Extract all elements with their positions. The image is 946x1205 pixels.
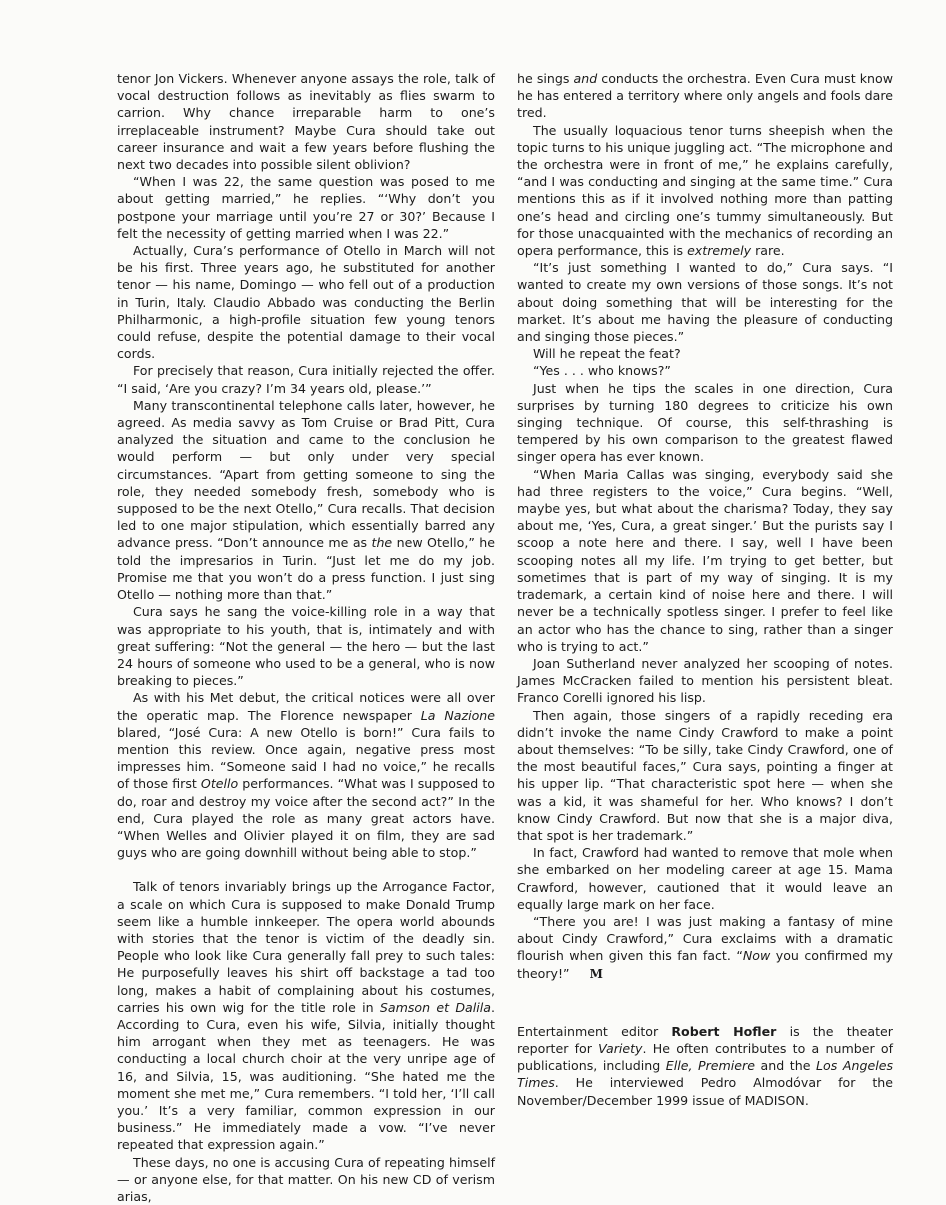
- section-break: [117, 861, 495, 878]
- text-run: Just when he tips the scales in one direction, Cura surprises by turning 180 degrees to criticize his own singing technique. Of course, this self-thrashing is tempered by his own comparison to the greatest flawed singer opera has ever known.: [517, 380, 893, 465]
- text-run: . He interviewed Pedro Almodóvar for the November/December 1999 issue of MADISON.: [517, 1075, 893, 1108]
- article-column-left: [117, 70, 495, 1205]
- text-run: “When I was 22, the same question was posed to me about getting married,” he replies. “‘Why don’t you postpone your marriage until you’re 27 or 30?’ Because I felt the necessity of getting married when I was 22.”: [117, 174, 495, 241]
- text-run: Cura says he sang the voice-killing role in a way that was appropriate to his youth, that is, intimately and with great suffering: “Not the general — the hero — but the last 24 hours of someone who used to be a general, who is now breaking to pieces.”: [117, 604, 495, 689]
- text-run: “When Maria Callas was singing, everybody said she had three registers to the voice,” Cura begins. “Well, maybe yes, but what about the charisma? Today, they say about me, ‘Yes, Cura, a great singer.’ But the purists say I scoop a note here and there. I say, well I have been scooping notes all my life. I’m trying to get better, but sometimes that is part of my way of singing. It is my trademark, a certain kind of noise here and there. I will never be a technically spotless singer. I prefer to feel like an actor who has the chance to sing, rather than a singer who is trying to act.”: [517, 466, 893, 654]
- text-run: Then again, those singers of a rapidly receding era didn’t invoke the name Cindy Crawford to make a point about themselves: “To be silly, take Cindy Crawford, one of the most beautiful faces,” Cura says, pointing a finger at his upper lip. “That characteristic spot here — when she was a kid, it was shameful for her. Who knows? I don’t know Cindy Crawford. But now that she is a major diva, that spot is her trademark.”: [517, 707, 893, 843]
- article-paragraph: [517, 122, 893, 260]
- article-paragraph: [517, 466, 893, 655]
- text-run: you confirmed my theory!”: [517, 948, 893, 981]
- article-paragraph-final: [517, 913, 893, 983]
- italic-text: Samson et Dalila: [379, 999, 491, 1015]
- text-run: and the: [755, 1058, 817, 1074]
- text-run: . According to Cura, even his wife, Silvia, initially thought him arrogant when they met as teenagers. He was conducting a local church choir at the very unripe age of 16, and Silvia, 15, was auditioning. “She hated me the moment she met me,” Cura remembers. “I told her, ‘I’ll call you.’ It’s a very familiar, common expression in our business.” He immediately made a vow. “I’ve never repeated that expression again.”: [117, 999, 495, 1153]
- text-run: Actually, Cura’s performance of Otello in March will not be his first. Three years ago, he substituted for another tenor — his name, Domingo — who fell out of a production in Turin, Italy. Claudio Abbado was conducting the Berlin Philharmonic, a high-profile situation few young tenors could refuse, despite the potential damage to their vocal cords.: [117, 243, 495, 362]
- end-of-article-mark: M: [589, 966, 601, 981]
- text-run: Entertainment editor: [517, 1023, 672, 1039]
- italic-text: La Nazione: [420, 707, 495, 723]
- bio-separator: [517, 983, 893, 1023]
- text-run: Many transcontinental telephone calls later, however, he agreed. As media savvy as Tom Cruise or Brad Pitt, Cura analyzed the situation and came to the conclusion he would perform — but only under very special circumstances. “Apart from getting someone to sing the role, they needed somebody fresh, somebody who is supposed to be the next Otello,” Cura recalls. That decision led to one major stipulation, which essentially barred any advance press. “Don’t announce me as: [117, 397, 495, 551]
- article-paragraph: [117, 689, 495, 861]
- italic-text: Los Angeles Times: [517, 1058, 894, 1091]
- article-paragraph: [117, 397, 495, 603]
- article-paragraph: [517, 362, 893, 379]
- article-paragraph: [117, 603, 495, 689]
- article-paragraph: [117, 70, 495, 173]
- text-run: These days, no one is accusing Cura of repeating himself — or anyone else, for that matter. On his new CD of verism arias,: [117, 1154, 495, 1204]
- bold-text: Robert Hofler: [671, 1023, 777, 1039]
- text-run: “It’s just something I wanted to do,” Cura says. “I wanted to create my own versions of those songs. It’s not about doing something that will be interesting for the market. It’s about me having the pleasure of conducting and singing those pieces.”: [517, 260, 893, 345]
- article-paragraph: [117, 878, 495, 1153]
- article-paragraph: [117, 242, 495, 362]
- italic-text: Now: [742, 948, 771, 964]
- italic-text: Otello: [200, 776, 239, 792]
- text-run: For precisely that reason, Cura initially rejected the offer. “I said, ‘Are you crazy? I’m 34 years old, please.’”: [117, 363, 495, 396]
- text-run: . He often contributes to a number of publications, including: [517, 1040, 893, 1074]
- text-run: performances. “What was I supposed to do, roar and destroy my voice after the second act?” In the end, Cura played the role as many great actors have. “When Welles and Olivier played it on film, they are sad guys who are going downhill without being able to stop.”: [117, 776, 495, 861]
- text-run: As with his Met debut, the critical notices were all over the operatic map. The Florence newspaper: [117, 690, 495, 723]
- article-paragraph: [117, 362, 495, 396]
- italic-text: Variety: [598, 1040, 643, 1056]
- article-column-right: [517, 70, 893, 1109]
- text-run: “Yes . . . who knows?”: [533, 363, 671, 379]
- author-bio: [517, 1023, 893, 1109]
- text-run: The usually loquacious tenor turns sheepish when the topic turns to his unique juggling act. “The microphone and the orchestra were in front of me,” he explains carefully, “and I was conducting and singing at the same time.” Cura mentions this as if it involved nothing more than patting one’s head and circling one’s tummy simultaneously. But for those unacquainted with the mechanics of recording an opera performance, this is: [517, 122, 893, 259]
- article-paragraph: [117, 1154, 495, 1205]
- text-run: conducts the orchestra. Even Cura must know he has entered a territory where only angels and fools dare tred.: [517, 71, 893, 121]
- text-run: “There you are! I was just making a fantasy of mine about Cindy Crawford,” Cura exclaims with a dramatic flourish when given this fan fact. “: [517, 913, 893, 964]
- text-run: new Otello,” he told the impresarios in Turin. “Just let me do my job. Promise me that you won’t do a press function. I just sing Otello — nothing more than that.”: [117, 535, 495, 603]
- article-paragraph: [517, 844, 893, 913]
- text-run: is the theater reporter for: [517, 1023, 893, 1056]
- italic-text: the: [371, 535, 393, 551]
- text-run: Joan Sutherland never analyzed her scooping of notes. James McCracken failed to mention his persistent bleat. Franco Corelli ignored his lisp.: [517, 655, 893, 706]
- article-paragraph: [517, 655, 893, 707]
- article-paragraph: [517, 70, 893, 122]
- article-paragraph: [117, 173, 495, 242]
- italic-text: and: [573, 71, 598, 86]
- italic-text: Elle, Premiere: [665, 1058, 755, 1074]
- article-paragraph: [517, 345, 893, 362]
- article-paragraph: [517, 707, 893, 845]
- text-run: Talk of tenors invariably brings up the Arrogance Factor, a scale on which Cura is supposed to make Donald Trump seem like a humble innkeeper. The opera world abounds with stories that the tenor is victim of the deadly sin. People who look like Cura generally fall prey to such tales: He purposefully leaves his shirt off backstage a tad too long, makes a habit of complaining about his costumes, carries his own wig for the title role in: [117, 879, 495, 1015]
- italic-text: extremely: [687, 243, 752, 259]
- text-run: In fact, Crawford had wanted to remove that mole when she embarked on her modeling career at age 15. Mama Crawford, however, cautioned that it would leave an equally large mark on her face.: [517, 845, 893, 912]
- text-run: rare.: [751, 243, 785, 259]
- text-run: he sings: [517, 71, 574, 86]
- text-run: tenor Jon Vickers. Whenever anyone assays the role, talk of vocal destruction follows as inevitably as flies swarm to carrion. Why chance irreparable harm to one’s irreplaceable instrument? Maybe Cura should take out career insurance and wait a few years before flushing the next two decades into possible silent oblivion?: [117, 71, 495, 173]
- article-paragraph: [517, 380, 893, 466]
- text-run: Will he repeat the feat?: [533, 346, 681, 362]
- article-paragraph: [517, 259, 893, 345]
- text-run: blared, “José Cura: A new Otello is born!” Cura fails to mention this review. Once again, negative press most impresses him. “Someone said I had no voice,” he recalls of those first: [117, 724, 495, 792]
